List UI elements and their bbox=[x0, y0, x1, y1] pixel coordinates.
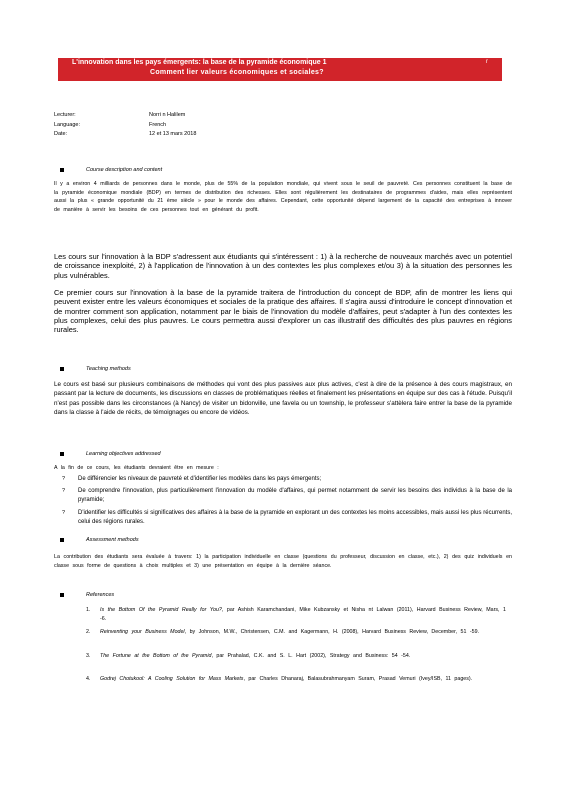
reference-title: Is the Bottom Of the Pyramid Really for You? bbox=[100, 607, 222, 613]
meta-value: Norri n Halilem bbox=[149, 112, 186, 118]
reference-details: , par Charles Dhanaraj, Balasubrahmanyam Suram, Prasad Vemuri (Ivey/ISB, 11 pages). bbox=[243, 676, 473, 682]
meta-label: Date: bbox=[54, 131, 68, 137]
objective-marker: ? bbox=[62, 488, 66, 494]
learning-intro: A la fin de ce cours, les étudiants devraient être en mesure : bbox=[54, 465, 219, 471]
meta-label: Lecturer: bbox=[54, 112, 76, 118]
objective-marker: ? bbox=[62, 510, 66, 516]
course-paragraph-2: Les cours sur l'innovation à la BDP s'adressent aux étudiants qui s'intéressent : 1) à la recherche de nouveaux marchés avec un potentiel de croissance inexploité, 2) à l'application de l'innovation à un des contextes les plus complexes et/ou 3) à la situation des personnes les plus vulnérables. bbox=[54, 252, 512, 280]
meta-label: Language: bbox=[54, 122, 80, 128]
reference-details: , par Ashish Karamchandani, Mike Kubzansky et Nisha nt Lalwan (2011), Harvard Business Review, Mars, 1 -6. bbox=[100, 607, 506, 622]
reference-title: The Fortune at the Bottom of the Pyramid bbox=[100, 653, 212, 659]
document-page: L'innovation dans les pays émergents: la base de la pyramide économique 1 r Comment lier valeurs économiques et sociales? Lecturer: Norri n Halilem Language: French Date: 12 et 13 mars 2018 Course description and content Il y a environ 4 milliards de personnes dans le monde, plus de 55% de la population mondiale, qui vivent sous le seuil de pauvreté. Ces personnes constituent la base de la pyramide économique mondiale (BDP) en termes de distribution des richesses. Elles sont régulièrement les destinataires de programmes d'aides, mais elles représentent aussi la plus « grande opportunité du 21 ème siècle » pour le monde des affaires. Cependant, cette opportunité dépend largement de la capacité des entreprises à innover de manière à servir les besoins de ces personnes tout en générant du profit. Les cours sur l'innovation à la BDP s'adressent aux étudiants qui s'intéressent : 1) à la recherche de nouveaux marchés avec un potentiel de croissance inexploité, 2) à l'application de l'innovation à un des contextes les plus complexes et/ou 3) à la situation des personnes les plus vulnérables. Ce premier cours sur l'innovation à la base de la pyramide traitera de l'introduction du concept de BDP, afin de montrer les liens qui peuvent exister entre les valeurs économiques et sociales de la pratique des affaires. Il s'agira aussi d'introduire le concept d'innovation et de montrer comment son application, notamment par le biais de l'innovation du modèle d'affaires, peut s'adapter à l'un des contextes les plus complexes, celui des plus pauvres. Le cours permettra aussi d'explorer un cas illustratif des difficultés des plus pauvres en régions rurales. Teaching methods Le cours est basé sur plusieurs combinaisons de méthodes qui vont des plus passives aux plus actives, c'est à dire de la présence à des cours magistraux, en passant par la lecture de documents, les discussions en classes de problématiques réelles et finalement les présentations en équipe sur des cas à l'étude. Puisqu'il n'est pas possible dans les circonstances (à Nancy) de visiter un bidonville, une favela ou un township, le professeur s'attèlera faire entrer la base de la pyramide dans la classe à l'aide de récits, de témoignages ou encore de vidéos. Learning objectives addressed A la fin de ce cours, les étudiants devraient être en mesure : ? De différencier les niveaux de pauvreté et d'identifier les modèles dans les pays émergents; ? De comprendre l'innovation, plus particulièrement l'innovation du modèle d'affaires, qui permet notamment de servir les besoins des individus à la base de la pyramide; ? D'identifier les difficultés si significatives des affaires à la base de la pyramide en explorant un des contextes les moins accessibles, mais aussi les plus récurrents, celui des régions rurales. Assessment methods La contribution des étudiants sera évaluée à travers: 1) la participation individuelle en classe (questions du professeur, discussion en classe, etc.), 2) des quiz individuels en classe sous forme de questions à choix multiples et 3) une présentation en équipe à la dernière séance. References 1. Is the Bottom Of the Pyramid Really for You?, par Ashish Karamchandani, Mike Kubzansky et Nisha nt Lalwan (2011), Harvard Business Review, Mars, 1 -6. 2. Reinventing your Business Model, by Johnson, M.W., Christensen, C.M. and Kagermann, H. (2008), Harvard Business Review, December, 51 -59. 3. The Fortune at the Bottom of the Pyramid, par Prahalad, C.K. and S. L. Hart (2002), Strategy and Business: 54 -54. 4. Godrej Chotukool: A Cooling Solution for Mass Markets, par Charles Dhanaraj, Balasubrahmanyam Suram, Prasad Vemuri (Ivey/ISB, 11 pages). bbox=[54, 59, 512, 682]
bullet-icon bbox=[60, 593, 64, 597]
bullet-icon bbox=[60, 367, 64, 371]
reference-details: , par Prahalad, C.K. and S. L. Hart (2002), Strategy and Business: 54 -54. bbox=[211, 653, 411, 659]
reference-title: Godrej Chotukool: A Cooling Solution for Mass Markets bbox=[100, 676, 244, 682]
meta-value: 12 et 13 mars 2018 bbox=[149, 131, 197, 137]
meta-value: French bbox=[149, 122, 167, 128]
course-title: L'innovation dans les pays émergents: la base de la pyramide économique 1 bbox=[72, 59, 327, 66]
bullet-icon bbox=[60, 452, 64, 456]
teaching-paragraph: Le cours est basé sur plusieurs combinaisons de méthodes qui vont des plus passives aux plus actives, c'est à dire de la présence à des cours magistraux, en passant par la lecture de documents, les discussions en classes de problématiques réelles et finalement les présentations en équipe sur des cas à l'étude. Puisqu'il n'est pas possible dans les circonstances (à Nancy) de visiter un bidonville, une favela ou un township, le professeur s'attèlera faire entrer la base de la pyramide dans la classe à l'aide de récits, de témoignages ou encore de vidéos. bbox=[54, 381, 512, 417]
reference-details: , by Johnson, M.W., Christensen, C.M. and Kagermann, H. (2008), Harvard Business Review, December, 51 -59. bbox=[184, 629, 479, 635]
title-mark: r bbox=[486, 59, 488, 65]
course-subtitle: Comment lier valeurs économiques et sociales? bbox=[150, 69, 324, 76]
assessment-paragraph: La contribution des étudiants sera évaluée à travers: 1) la participation individuelle en classe (questions du professeur, discussion en classe, etc.), 2) des quiz individuels en classe sous forme de questions à choix multiples et 3) une présentation en équipe à la dernière séance. bbox=[54, 554, 512, 569]
course-paragraph-3: Ce premier cours sur l'innovation à la base de la pyramide traitera de l'introduction du concept de BDP, afin de montrer les liens qui peuvent exister entre les valeurs économiques et sociales de la pratique des affaires. Il s'agira aussi d'introduire le concept d'innovation et de montrer comment son application, notamment par le biais de l'innovation du modèle d'affaires, peut s'adapter à l'un des contextes les plus complexes, celui des plus pauvres. Le cours permettra aussi d'explorer un cas illustratif des difficultés des plus pauvres en régions rurales. bbox=[54, 288, 512, 335]
title-banner bbox=[58, 58, 502, 81]
bullet-icon bbox=[60, 538, 64, 542]
bullet-icon bbox=[60, 168, 64, 172]
course-paragraph-1: Il y a environ 4 milliards de personnes dans le monde, plus de 55% de la population mondiale, qui vivent sous le seuil de pauvreté. Ces personnes constituent la base de la pyramide économique mondiale (BDP) en termes de distribution des richesses. Elles sont régulièrement les destinataires de programmes d'aides, mais elles représentent aussi la plus « grande opportunité du 21 ème siècle » pour le monde des affaires. Cependant, cette opportunité dépend largement de la capacité des entreprises à innover de manière à servir les besoins de ces personnes tout en générant du profit. bbox=[54, 181, 512, 213]
reference-title: Reinventing your Business Model bbox=[100, 629, 185, 635]
objective-marker: ? bbox=[62, 476, 66, 482]
